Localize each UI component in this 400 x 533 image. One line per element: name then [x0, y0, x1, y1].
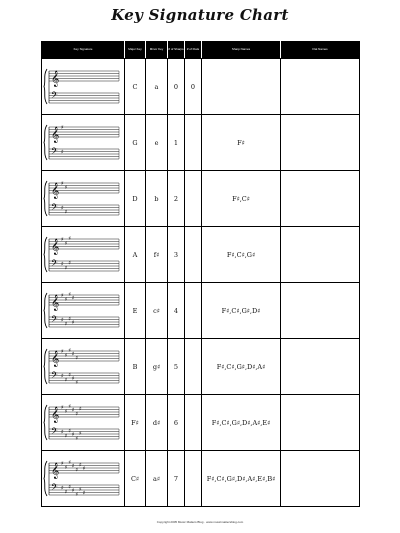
major-key-cell: G	[125, 115, 146, 171]
key-signature-staff	[42, 339, 125, 395]
minor-key-cell: c♯	[146, 283, 168, 339]
sharp-icon: ♯	[64, 489, 68, 496]
sharp-icon: ♯	[75, 411, 79, 418]
flat-names-cell	[281, 115, 360, 171]
brace-icon	[44, 349, 47, 384]
sharp-icon: ♯	[68, 484, 71, 491]
table-row	[42, 283, 360, 339]
treble-clef-icon: 𝄞	[51, 71, 60, 88]
sharp-icon: ♯	[64, 464, 68, 471]
bass-clef-icon: 𝄢	[51, 258, 58, 271]
num-flats-cell	[185, 451, 202, 507]
minor-key-cell: a♯	[146, 451, 168, 507]
bass-clef-icon: 𝄢	[51, 202, 58, 215]
num-flats-cell	[185, 339, 202, 395]
num-sharps-cell: 6	[168, 395, 185, 451]
sharp-icon: ♯	[61, 349, 64, 355]
sharp-icon: ♯	[61, 125, 64, 131]
key-signature-staff	[42, 115, 125, 171]
num-flats-cell	[185, 395, 202, 451]
sharp-icon: ♯	[79, 462, 82, 469]
brace-icon	[44, 405, 47, 440]
sharp-names-cell	[202, 59, 281, 115]
table-row	[42, 227, 360, 283]
key-signature-staff	[42, 283, 125, 339]
sharp-icon: ♯	[75, 355, 79, 362]
sharp-names-cell: F♯,C♯,G♯,D♯,A♯,E♯	[202, 395, 281, 451]
grand-staff	[42, 227, 125, 282]
table-row	[42, 115, 360, 171]
major-key-cell: A	[125, 227, 146, 283]
sharp-names-cell: F♯	[202, 115, 281, 171]
sharp-names-cell: F♯,C♯,G♯,D♯	[202, 283, 281, 339]
treble-clef-icon: 𝄞	[51, 183, 60, 200]
sharp-icon: ♯	[64, 240, 68, 247]
sharp-icon: ♯	[68, 459, 71, 466]
sharp-icon: ♯	[64, 408, 68, 415]
major-key-cell: C	[125, 59, 146, 115]
brace-icon	[44, 69, 47, 104]
sharp-icon: ♯	[61, 373, 64, 380]
num-flats-cell	[185, 171, 202, 227]
sharp-icon: ♯	[79, 406, 82, 413]
sharp-icon: ♯	[75, 435, 79, 442]
sharp-icon: ♯	[79, 430, 82, 437]
num-sharps-cell: 5	[168, 339, 185, 395]
sharp-icon: ♯	[71, 295, 75, 302]
treble-clef-icon: 𝄞	[51, 295, 60, 312]
sharp-icon: ♯	[61, 429, 64, 436]
brace-icon	[44, 461, 47, 496]
num-sharps-cell: 4	[168, 283, 185, 339]
header-num-sharps: # of Sharps	[168, 42, 185, 59]
sharp-icon: ♯	[61, 293, 64, 299]
sharp-icon: ♯	[71, 488, 75, 494]
sharp-icon: ♯	[79, 486, 82, 493]
treble-clef-icon: 𝄞	[51, 351, 60, 368]
sharp-icon: ♯	[61, 149, 64, 156]
flat-names-cell	[281, 171, 360, 227]
bass-clef-icon: 𝄢	[51, 90, 58, 103]
sharp-icon: ♯	[64, 321, 68, 328]
sharp-icon: ♯	[75, 467, 79, 474]
header-flat-names: Flat Names	[281, 42, 360, 59]
major-key-cell: D	[125, 171, 146, 227]
sharp-icon: ♯	[64, 184, 68, 191]
sharp-icon: ♯	[64, 209, 68, 216]
sharp-icon: ♯	[75, 491, 79, 498]
header-row	[42, 42, 360, 59]
sharp-icon: ♯	[82, 466, 86, 472]
treble-clef-icon: 𝄞	[51, 407, 60, 424]
flat-names-cell	[281, 339, 360, 395]
sharp-icon: ♯	[82, 490, 86, 497]
num-sharps-cell: 0	[168, 59, 185, 115]
brace-icon	[44, 125, 47, 160]
num-sharps-cell: 7	[168, 451, 185, 507]
sharp-icon: ♯	[64, 433, 68, 440]
major-key-cell: B	[125, 339, 146, 395]
treble-clef-icon: 𝄞	[51, 463, 60, 480]
sharp-names-cell: F♯,C♯,G♯,D♯,A♯	[202, 339, 281, 395]
grand-staff	[42, 171, 125, 226]
minor-key-cell: e	[146, 115, 168, 171]
minor-key-cell: d♯	[146, 395, 168, 451]
num-flats-cell: 0	[185, 59, 202, 115]
bass-clef-icon: 𝄢	[51, 370, 58, 383]
header-key-signature: Key Signature	[42, 42, 125, 59]
minor-key-cell: a	[146, 59, 168, 115]
brace-icon	[44, 237, 47, 272]
bass-clef-icon: 𝄢	[51, 314, 58, 327]
sharp-icon: ♯	[68, 347, 71, 354]
table-row	[42, 59, 360, 115]
bass-clef-icon: 𝄢	[51, 482, 58, 495]
num-flats-cell	[185, 227, 202, 283]
sharp-icon: ♯	[68, 260, 71, 267]
sharp-icon: ♯	[61, 485, 64, 492]
flat-names-cell	[281, 283, 360, 339]
grand-staff	[42, 283, 125, 338]
sharp-icon: ♯	[71, 432, 75, 438]
key-signature-staff	[42, 451, 125, 507]
chart-title: Key Signature Chart	[111, 6, 289, 24]
sharp-icon: ♯	[68, 428, 71, 435]
grand-staff	[42, 115, 125, 170]
sharp-icon: ♯	[61, 237, 64, 243]
treble-clef-icon: 𝄞	[51, 239, 60, 256]
sharp-icon: ♯	[61, 261, 64, 268]
flat-names-cell	[281, 59, 360, 115]
major-key-cell: E	[125, 283, 146, 339]
header-sharp-names: Sharp Names	[202, 42, 281, 59]
sharp-icon: ♯	[71, 407, 75, 414]
sharp-icon: ♯	[71, 463, 75, 470]
sharp-icon: ♯	[61, 405, 64, 411]
num-flats-cell	[185, 115, 202, 171]
key-signature-staff	[42, 171, 125, 227]
sharp-icon: ♯	[61, 181, 64, 187]
grand-staff	[42, 395, 125, 450]
major-key-cell: F♯	[125, 395, 146, 451]
key-signature-table	[41, 41, 360, 507]
sharp-icon: ♯	[75, 379, 79, 386]
header-major-key: Major Key	[125, 42, 146, 59]
bass-clef-icon: 𝄢	[51, 146, 58, 159]
grand-staff	[42, 59, 125, 114]
num-flats-cell	[185, 283, 202, 339]
bass-clef-icon: 𝄢	[51, 426, 58, 439]
header-minor-key: Minor Key	[146, 42, 168, 59]
sharp-names-cell: F♯,C♯,G♯,D♯,A♯,E♯,B♯	[202, 451, 281, 507]
num-sharps-cell: 2	[168, 171, 185, 227]
minor-key-cell: f♯	[146, 227, 168, 283]
num-sharps-cell: 1	[168, 115, 185, 171]
minor-key-cell: b	[146, 171, 168, 227]
table-row	[42, 171, 360, 227]
sharp-icon: ♯	[68, 372, 71, 379]
sharp-icon: ♯	[68, 235, 71, 242]
table-row	[42, 395, 360, 451]
sharp-icon: ♯	[64, 377, 68, 384]
key-signature-staff	[42, 59, 125, 115]
flat-names-cell	[281, 395, 360, 451]
sharp-icon: ♯	[61, 205, 64, 212]
sharp-names-cell: F♯,C♯	[202, 171, 281, 227]
sharp-names-cell: F♯,C♯,G♯	[202, 227, 281, 283]
grand-staff	[42, 451, 125, 506]
sharp-icon: ♯	[61, 461, 64, 467]
sharp-icon: ♯	[61, 317, 64, 324]
brace-icon	[44, 293, 47, 328]
sharp-icon: ♯	[64, 265, 68, 272]
sharp-icon: ♯	[68, 291, 71, 298]
key-signature-staff	[42, 395, 125, 451]
minor-key-cell: g♯	[146, 339, 168, 395]
footer-copyright: Copyright 2005 Music Matters Blog · www.musicmattersblog.com	[156, 520, 244, 524]
sharp-icon: ♯	[71, 320, 75, 326]
sharp-icon: ♯	[71, 376, 75, 382]
flat-names-cell	[281, 227, 360, 283]
header-num-flats: # of Flats	[185, 42, 202, 59]
table-row	[42, 339, 360, 395]
table-row	[42, 451, 360, 507]
flat-names-cell	[281, 451, 360, 507]
num-sharps-cell: 3	[168, 227, 185, 283]
sharp-icon: ♯	[68, 316, 71, 323]
sharp-icon: ♯	[68, 403, 71, 410]
major-key-cell: C♯	[125, 451, 146, 507]
sharp-icon: ♯	[71, 351, 75, 358]
treble-clef-icon: 𝄞	[51, 127, 60, 144]
sharp-icon: ♯	[64, 296, 68, 303]
brace-icon	[44, 181, 47, 216]
sharp-icon: ♯	[64, 352, 68, 359]
key-signature-staff	[42, 227, 125, 283]
grand-staff	[42, 339, 125, 394]
